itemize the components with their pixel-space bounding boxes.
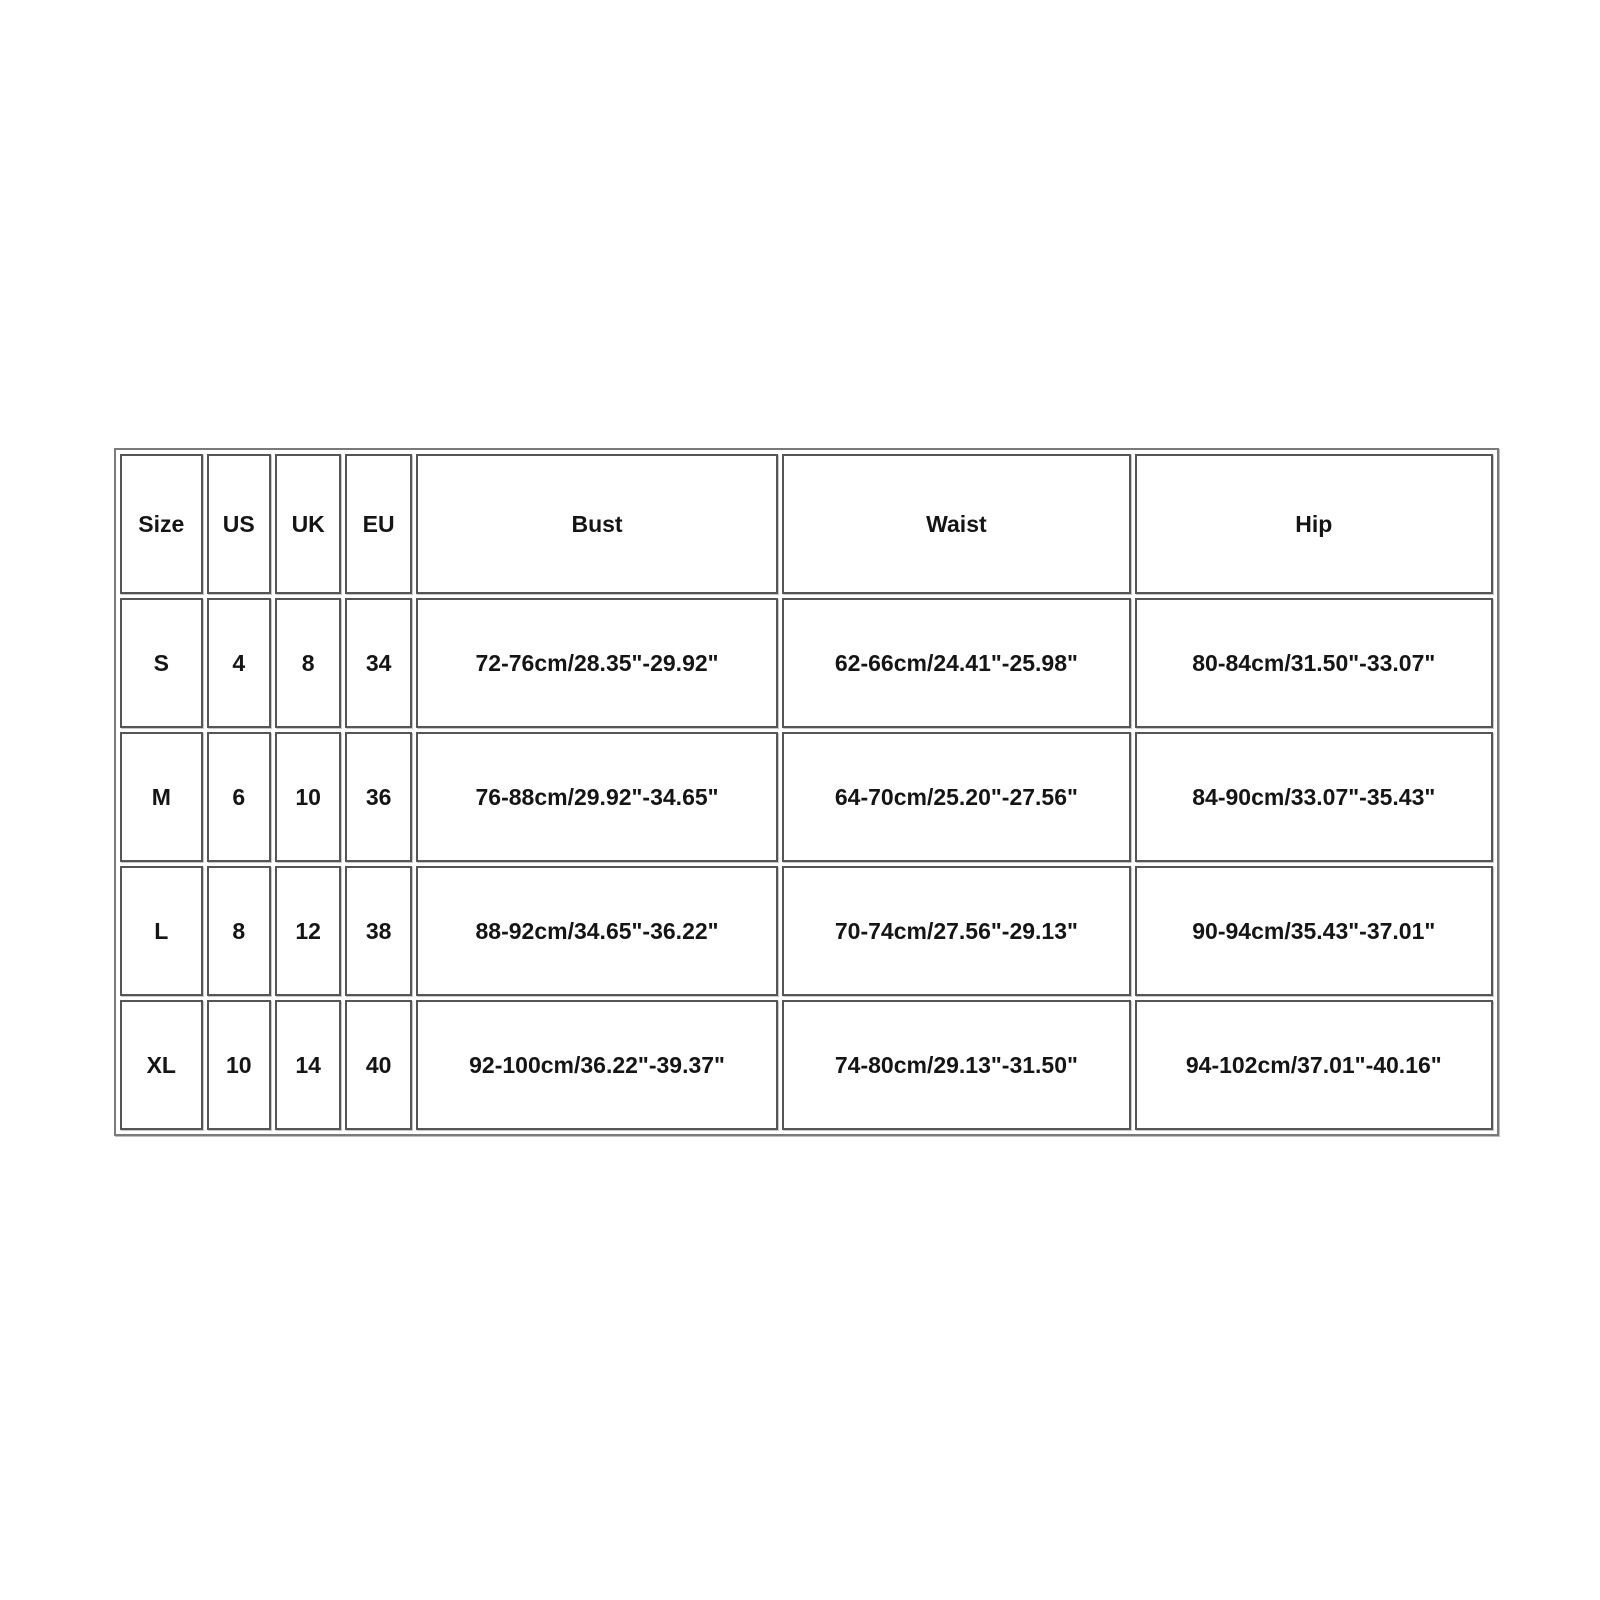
header-row (120, 454, 1493, 594)
cell-bust: 92-100cm/36.22"-39.37" (416, 1000, 778, 1130)
header-uk: UK (275, 454, 341, 594)
cell-eu: 40 (345, 1000, 411, 1130)
header-bust: Bust (416, 454, 778, 594)
cell-eu: 34 (345, 598, 411, 728)
cell-hip: 90-94cm/35.43"-37.01" (1135, 866, 1493, 996)
cell-us: 10 (207, 1000, 271, 1130)
cell-bust: 72-76cm/28.35"-29.92" (416, 598, 778, 728)
table-row (120, 866, 1493, 996)
header-hip: Hip (1135, 454, 1493, 594)
cell-us: 4 (207, 598, 271, 728)
cell-size: S (120, 598, 203, 728)
cell-waist: 64-70cm/25.20"-27.56" (782, 732, 1130, 862)
cell-uk: 8 (275, 598, 341, 728)
cell-bust: 76-88cm/29.92"-34.65" (416, 732, 778, 862)
cell-us: 6 (207, 732, 271, 862)
table-row (120, 598, 1493, 728)
cell-size: L (120, 866, 203, 996)
cell-eu: 36 (345, 732, 411, 862)
cell-eu: 38 (345, 866, 411, 996)
cell-waist: 70-74cm/27.56"-29.13" (782, 866, 1130, 996)
table-row (120, 1000, 1493, 1130)
cell-hip: 80-84cm/31.50"-33.07" (1135, 598, 1493, 728)
cell-uk: 12 (275, 866, 341, 996)
header-eu: EU (345, 454, 411, 594)
cell-uk: 14 (275, 1000, 341, 1130)
cell-us: 8 (207, 866, 271, 996)
size-chart-table (114, 448, 1499, 1136)
cell-size: XL (120, 1000, 203, 1130)
table-row (120, 732, 1493, 862)
cell-size: M (120, 732, 203, 862)
cell-uk: 10 (275, 732, 341, 862)
cell-waist: 74-80cm/29.13"-31.50" (782, 1000, 1130, 1130)
cell-waist: 62-66cm/24.41"-25.98" (782, 598, 1130, 728)
header-waist: Waist (782, 454, 1130, 594)
cell-hip: 94-102cm/37.01"-40.16" (1135, 1000, 1493, 1130)
cell-bust: 88-92cm/34.65"-36.22" (416, 866, 778, 996)
cell-hip: 84-90cm/33.07"-35.43" (1135, 732, 1493, 862)
header-us: US (207, 454, 271, 594)
header-size: Size (120, 454, 203, 594)
